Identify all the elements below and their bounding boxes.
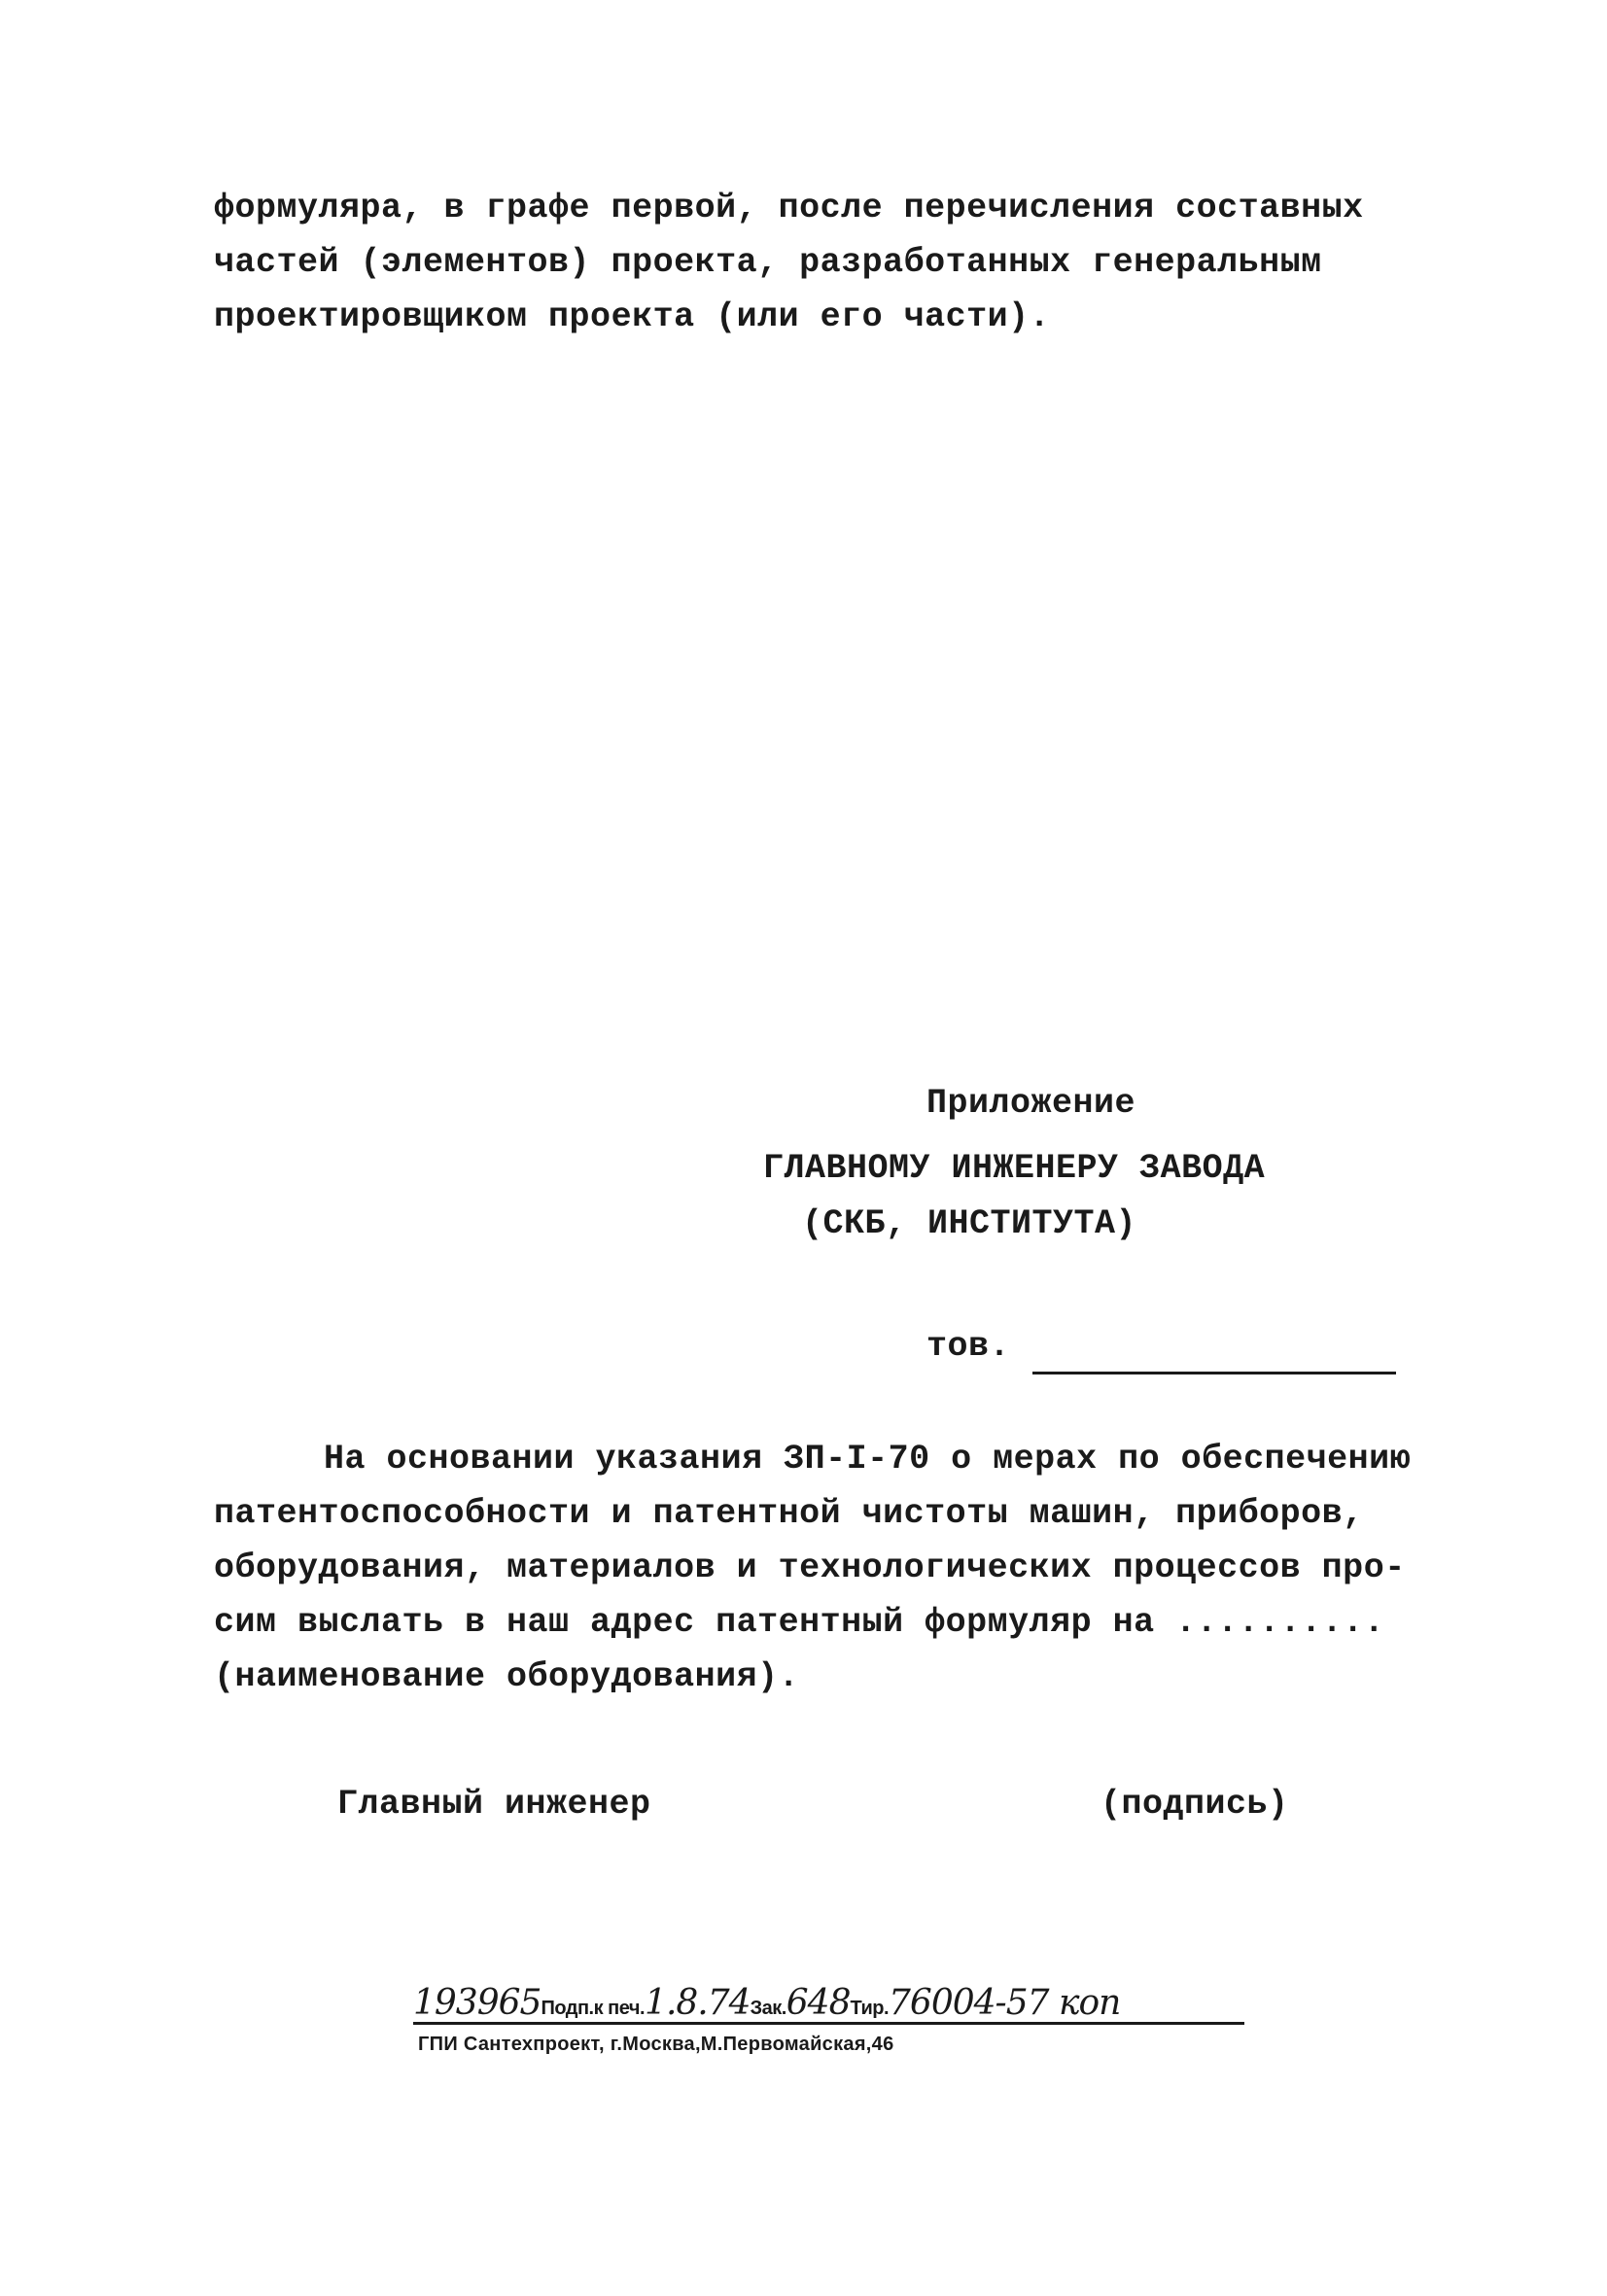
order-value: 648	[786, 1983, 851, 2023]
request-line: На основании указания ЗП-I-70 о мерах по обеспечению	[324, 1440, 1412, 1478]
print-run-label: Тир.	[850, 1998, 890, 2019]
signature-role: Главный инженер	[337, 1785, 651, 1824]
publisher-line: ГПИ Сантехпроект, г.Москва,М.Первомайская,46	[418, 2034, 894, 2055]
request-line: (наименование оборудования).	[214, 1657, 800, 1696]
addressee-line: ГЛАВНОМУ ИНЖЕНЕРУ ЗАВОДА	[763, 1149, 1266, 1188]
request-line: оборудования, материалов и технологических процессов про-	[214, 1548, 1406, 1587]
comrade-label: тов.	[926, 1327, 1011, 1366]
appendix-label: Приложение	[926, 1084, 1136, 1123]
order-number: 193965	[413, 1983, 541, 2023]
print-run-value: 7600	[889, 1983, 974, 2023]
intro-line: проектировщиком проекта (или его части).	[214, 297, 1051, 336]
intro-line: частей (элементов) проекта, разработанных генеральным	[214, 243, 1322, 282]
price: 4-57 коп	[973, 1983, 1121, 2023]
signature-hint: (подпись)	[1100, 1785, 1289, 1824]
signed-label: Подп.к печ.	[541, 1998, 646, 2019]
request-line: патентоспособности и патентной чистоты машин, приборов,	[214, 1494, 1364, 1533]
imprint-line	[413, 1983, 1249, 2030]
imprint-underline	[413, 2022, 1244, 2025]
addressee-line: (СКБ, ИНСТИТУТА)	[802, 1204, 1137, 1243]
imprint-footer	[413, 1983, 1249, 2056]
signed-date: 1.8.74	[645, 1983, 751, 2023]
comrade-name-blank	[1032, 1372, 1396, 1374]
intro-line: формуляра, в графе первой, после перечисления составных	[214, 189, 1364, 227]
order-label: Зак.	[750, 1998, 786, 2019]
request-line: сим выслать в наш адрес патентный формуляр на ..........	[214, 1603, 1385, 1642]
